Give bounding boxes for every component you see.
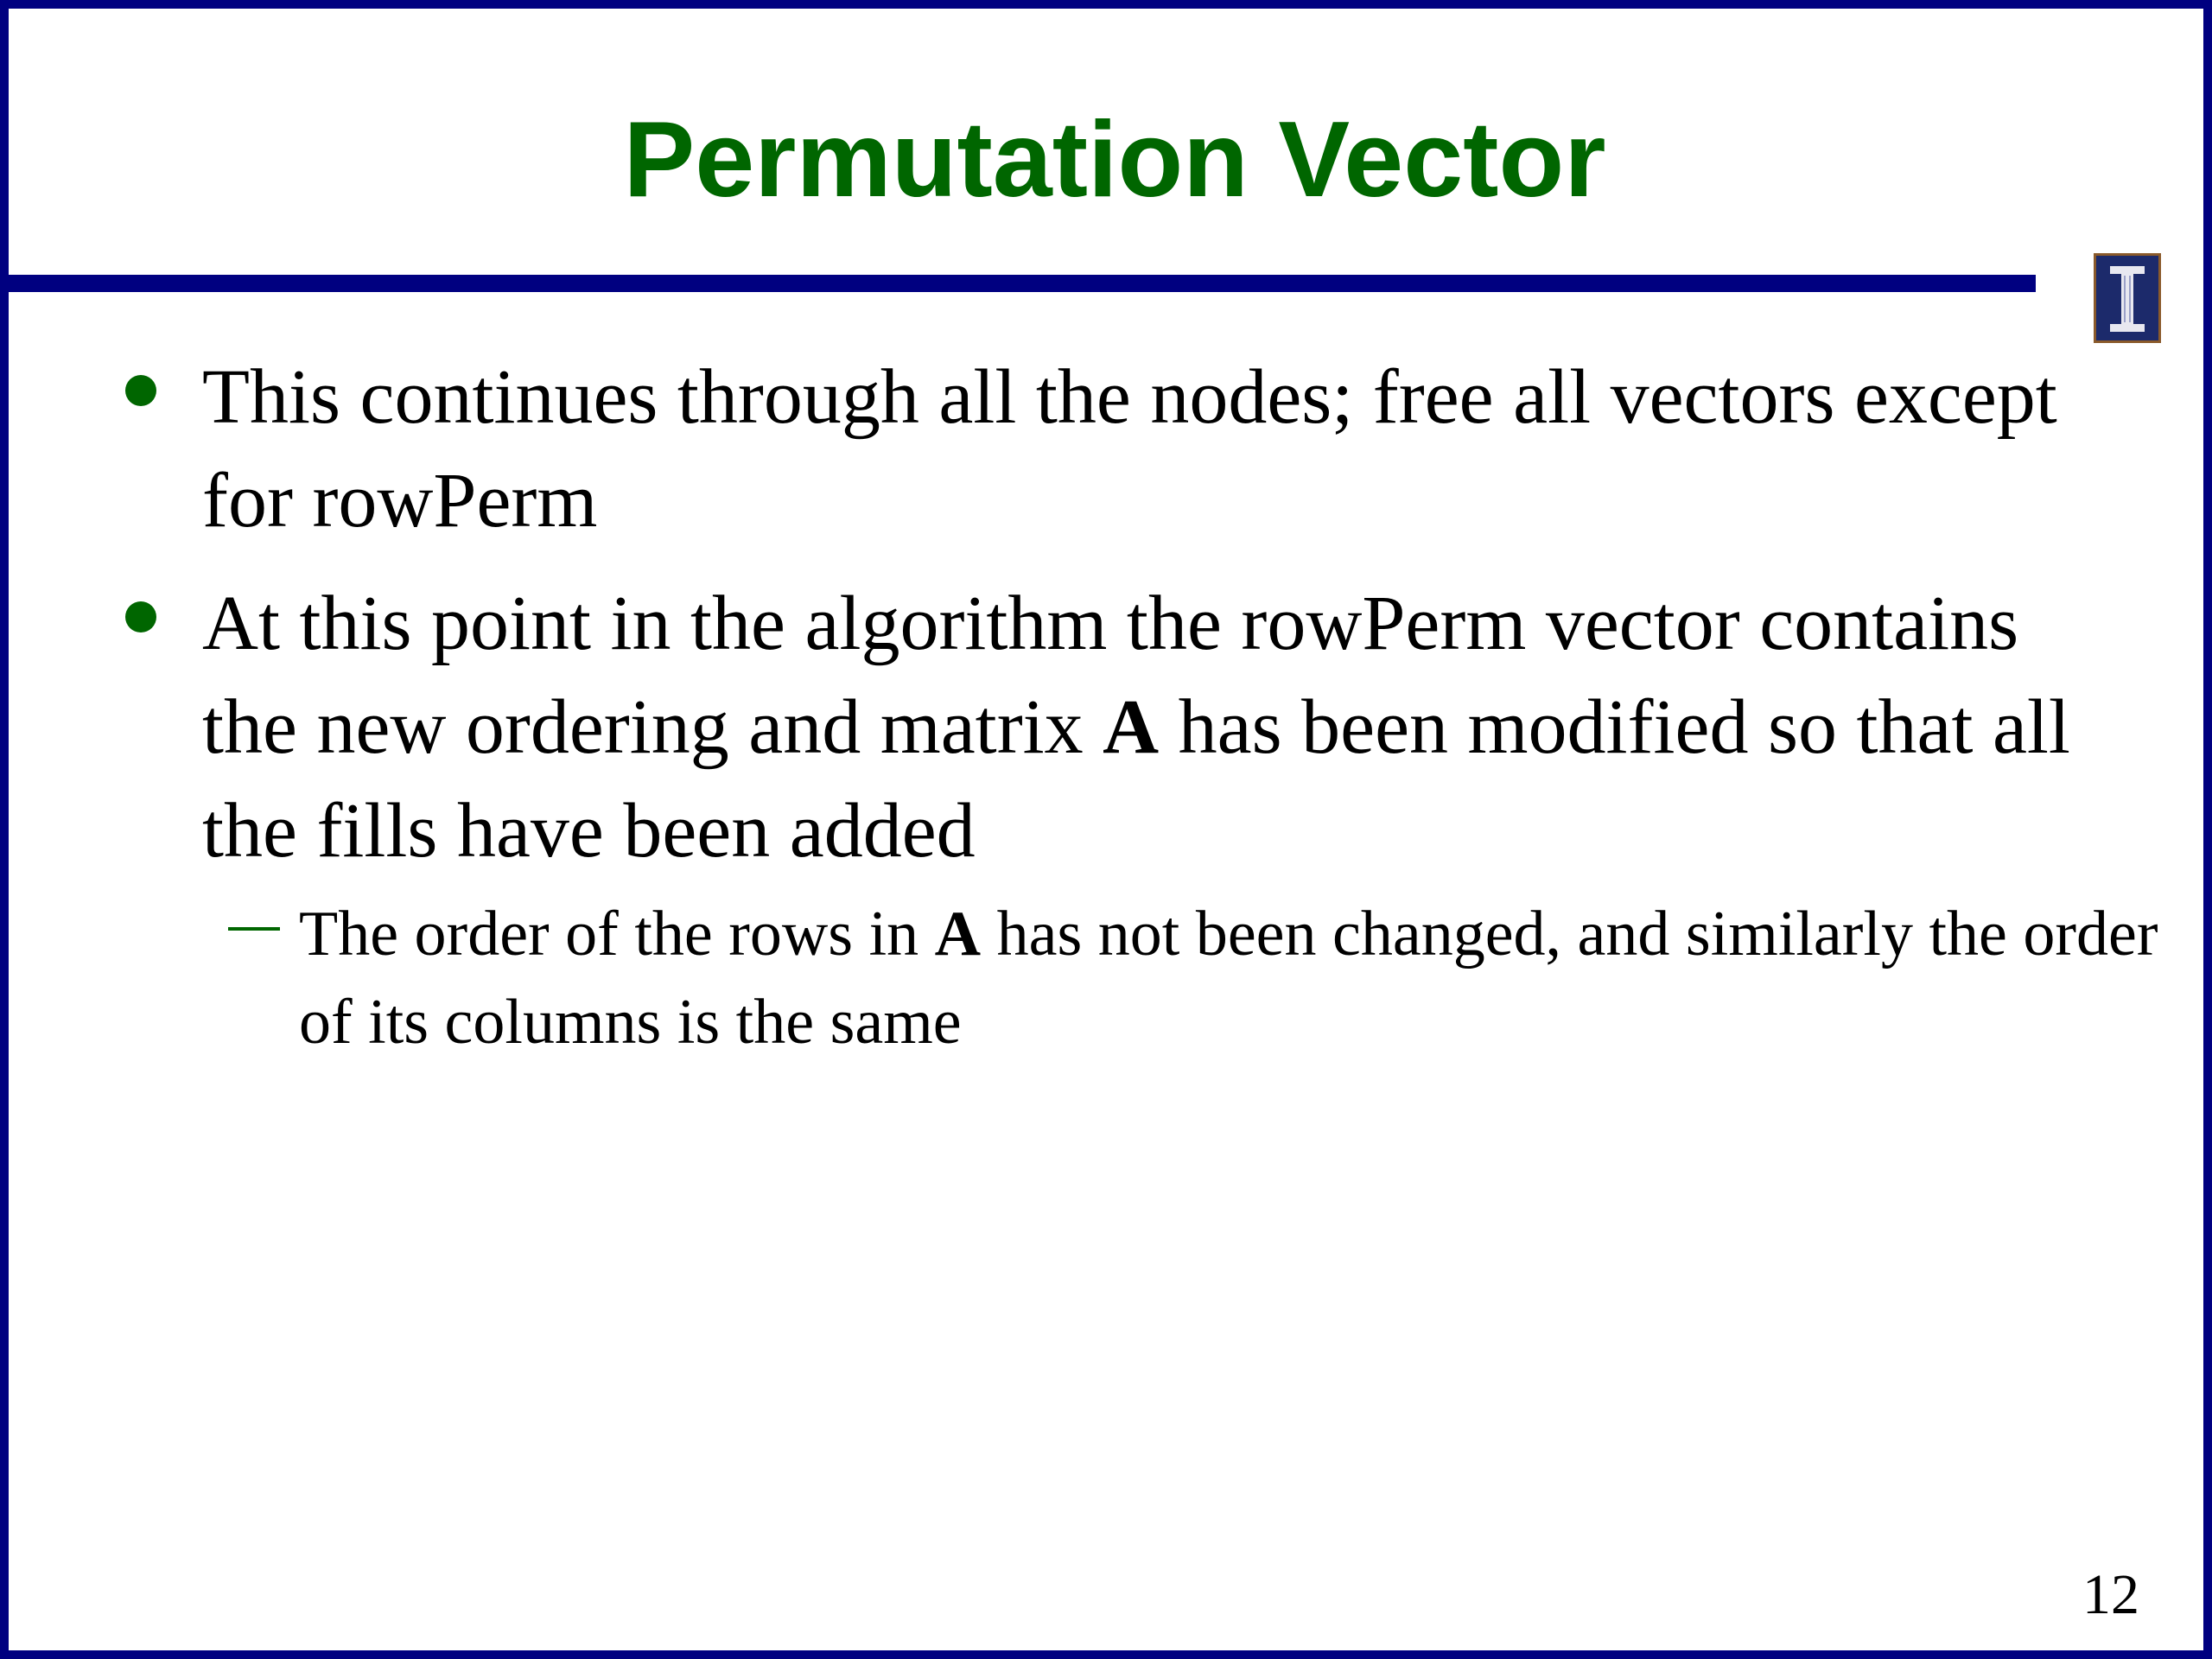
bullet-dot-icon (125, 601, 156, 632)
sub-bullet-text (299, 890, 2183, 1066)
sub-bullet-text-part: The order of the rows in (299, 899, 935, 969)
bullet-text-bold: A (1103, 684, 1160, 770)
bullet-text (202, 572, 2103, 883)
title-divider (9, 275, 2036, 292)
slide-title: Permutation Vector (623, 100, 1606, 219)
dash-icon (228, 927, 280, 931)
bullet-dot-icon (125, 375, 156, 406)
sub-bullet-text-part: has not been changed, and similarly the order of its columns is the same (299, 899, 2158, 1058)
bullet-text-part: has been modified so that all the fills have been added (202, 684, 2070, 874)
university-column-logo-icon (2093, 252, 2162, 344)
page-number: 12 (2082, 1563, 2139, 1626)
bullet-text: This continues through all the nodes; free all vectors except for rowPerm (202, 354, 2057, 543)
bullet-text-part: At this point in the algorithm the rowPerm vector contains the new ordering and matrix (202, 581, 2019, 770)
sub-bullet-text-bold: A (934, 899, 982, 969)
